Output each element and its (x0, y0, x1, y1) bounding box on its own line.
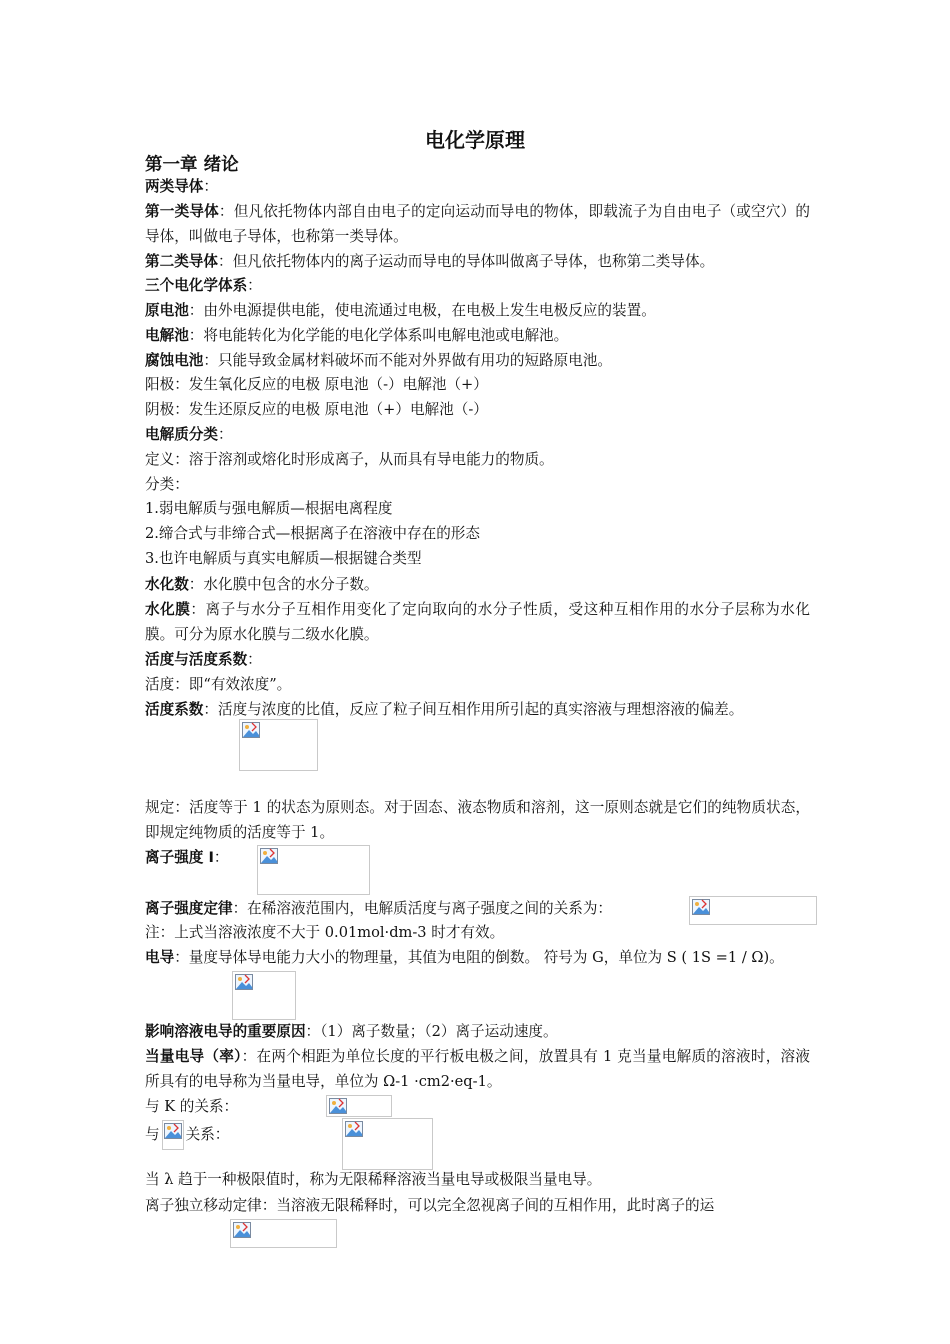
chapter-heading: 第一章 绪论 (145, 155, 239, 175)
line-23: 注：上式当溶液浓度不大于 0.01mol·dm-3 时才有效。 (145, 924, 505, 941)
line-27: 与 K 的关系： (145, 1098, 239, 1115)
broken-image-icon (242, 722, 260, 738)
line-24: 电导：量度导体导电能力大小的物理量，其值为电阻的倒数。 符号为 G，单位为 S ( 1S =1 / Ω)。 (145, 949, 784, 966)
line-26: 当量电导（率）：在两个相距为单位长度的平行板电极之间，放置具有 1 克当量电解质的溶液时，溶液所具有的电导称为当量电导，单位为 Ω-1 ·cm2·eq-1。 (145, 1048, 810, 1090)
line-22: 离子强度定律：在稀溶液范围内，电解质活度与离子强度之间的关系为： (145, 900, 613, 917)
broken-image-icon (260, 848, 278, 864)
line-19: 活度系数：活度与浓度的比值，反应了粒子间互相作用所引起的真实溶液与理想溶液的偏差。 (145, 701, 744, 718)
broken-image-icon (692, 899, 710, 915)
line-2: 第二类导体：但凡依托物体内的离子运动而导电的导体叫做离子导体，也称第二类导体。 (145, 253, 715, 270)
formula-image-k-relation (326, 1095, 392, 1117)
line-3: 三个电化学体系： (145, 277, 262, 294)
line-9: 电解质分类： (145, 426, 233, 443)
line-15: 水化数：水化膜中包含的水分子数。 (145, 576, 379, 593)
formula-image-lambda-relation (342, 1118, 433, 1170)
broken-image-icon (329, 1098, 347, 1114)
formula-image-independent-migration (230, 1219, 337, 1248)
line-17: 活度与活度系数： (145, 651, 262, 668)
line-20: 规定：活度等于 1 的状态为原则态。对于固态、液态物质和溶剂，这一原则态就是它们的纯物质状态，即规定纯物质的活度等于 1。 (145, 799, 810, 841)
formula-image-conductance (232, 971, 296, 1020)
line-0: 两类导体： (145, 178, 218, 195)
line-1: 第一类导体：但凡依托物体内部自由电子的定向运动而导电的物体，即载流子为自由电子（或空穴）的导体，叫做电子导体，也称第一类导体。 (145, 203, 810, 245)
broken-image-icon (164, 1123, 182, 1139)
line-28: 与 关系： (145, 1120, 810, 1150)
line-25: 影响溶液电导的重要原因：（1）离子数量；（2）离子运动速度。 (145, 1023, 558, 1040)
line-10: 定义：溶于溶剂或熔化时形成离子，从而具有导电能力的物质。 (145, 451, 554, 468)
broken-image-icon (235, 974, 253, 990)
inline-formula-image (162, 1120, 184, 1150)
line-7: 阳极：发生氧化反应的电极 原电池（-）电解池（+） (145, 376, 488, 393)
line-8: 阴极：发生还原反应的电极 原电池（+）电解池（-） (145, 401, 488, 418)
line-21: 离子强度 I： (145, 849, 229, 866)
line-14: 3.也许电解质与真实电解质—根据键合类型 (145, 550, 422, 567)
line-18: 活度：即“有效浓度”。 (145, 676, 292, 693)
line-11: 分类： (145, 476, 189, 493)
formula-image-activity-coefficient (239, 719, 318, 771)
line-13: 2.缔合式与非缔合式—根据离子在溶液中存在的形态 (145, 525, 480, 542)
line-30: 离子独立移动定律：当溶液无限稀释时，可以完全忽视离子间的互相作用，此时离子的运 (145, 1197, 715, 1214)
formula-image-ionic-strength (257, 845, 370, 895)
broken-image-icon (233, 1222, 251, 1238)
line-29: 当 λ 趋于一种极限值时，称为无限稀释溶液当量电导或极限当量电导。 (145, 1171, 602, 1188)
document-title: 电化学原理 (425, 128, 525, 152)
line-4: 原电池：由外电源提供电能，使电流通过电极，在电极上发生电极反应的装置。 (145, 302, 656, 319)
line-5: 电解池：将电能转化为化学能的电化学体系叫电解电池或电解池。 (145, 327, 569, 344)
line-12: 1.弱电解质与强电解质—根据电离程度 (145, 500, 393, 517)
line-16: 水化膜：离子与水分子互相作用变化了定向取向的水分子性质，受这种互相作用的水分子层称为水化膜。可分为原水化膜与二级水化膜。 (145, 601, 810, 643)
broken-image-icon (345, 1121, 363, 1137)
line-6: 腐蚀电池：只能导致金属材料破坏而不能对外界做有用功的短路原电池。 (145, 352, 613, 369)
